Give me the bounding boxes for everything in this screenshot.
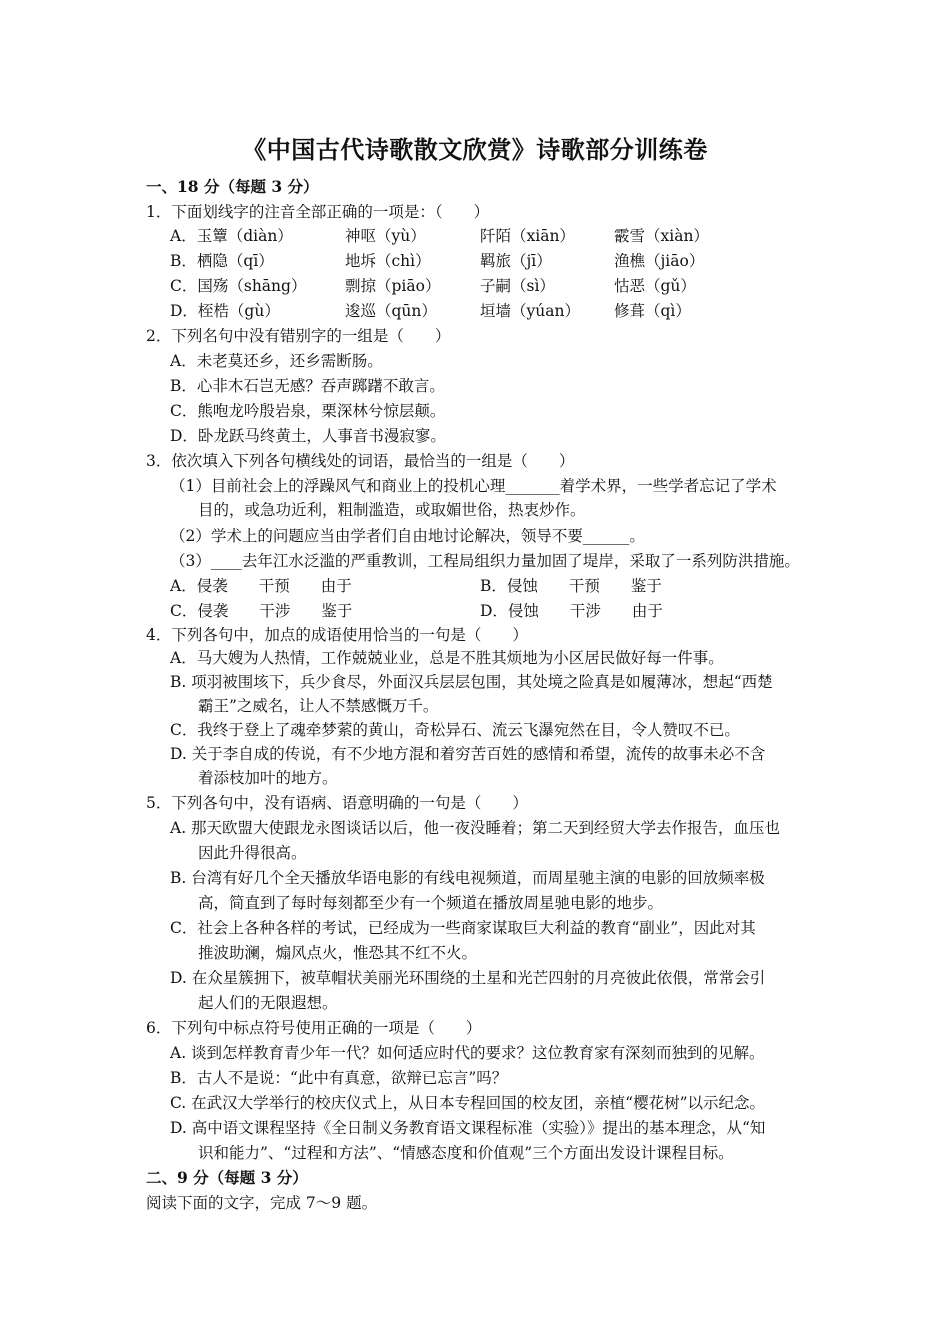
q3-sentence-1-cont: 目的，或急功近利，粗制滥造，或取媚世俗，热衷炒作。 <box>198 501 586 519</box>
q5-option-d-cont: 起人们的无限遐想。 <box>198 994 338 1012</box>
question-5-stem: 5．下列各句中，没有语病、语意明确的一句是（ ） <box>146 794 528 812</box>
q4-option-d: D. 关于李自成的传说，有不少地方混和着穷苦百姓的感情和希望，流传的故事未必不含 <box>170 745 766 763</box>
q1-option-d-word2: 逡巡（qūn） <box>345 302 437 320</box>
question-3-stem: 3．依次填入下列各句横线处的词语，最恰当的一组是（ ） <box>146 452 575 470</box>
q3-option-d: D．侵蚀 干涉 由于 <box>480 602 663 620</box>
q5-option-b-cont: 高，简直到了每时每刻都至少有一个频道在播放周星驰电影的地步。 <box>198 894 664 912</box>
q5-option-b: B. 台湾有好几个全天播放华语电影的有线电视频道，而周星驰主演的电影的回放频率极 <box>170 869 765 887</box>
q3-sentence-2: （2）学术上的问题应当由学者们自由地讨论解决，领导不要______。 <box>170 527 645 545</box>
q1-option-c-word4: 怙恶（gǔ） <box>614 277 696 295</box>
q5-option-c-cont: 推波助澜，煽风点火，惟恐其不红不火。 <box>198 944 478 962</box>
q4-option-b-cont: 霸王”之威名，让人不禁感慨万千。 <box>198 697 439 715</box>
q6-option-b: B．古人不是说：“此中有真意，欲辩已忘言”吗？ <box>170 1069 508 1087</box>
q1-option-a-word2: 神呕（yù） <box>345 227 426 245</box>
q1-option-b-word2: 地坼（chì） <box>345 252 431 270</box>
q2-option-d: D．卧龙跃马终黄土，人事音书漫寂寥。 <box>170 427 446 445</box>
q6-option-d-cont: 识和能力”、“过程和方法”、“情感态度和价值观”三个方面出发设计课程目标。 <box>198 1144 734 1162</box>
q3-option-b: B．侵蚀 干预 鉴于 <box>480 577 662 595</box>
question-4-stem: 4．下列各句中，加点的成语使用恰当的一句是（ ） <box>146 626 528 644</box>
q3-sentence-3: （3）____去年江水泛滥的严重教训，工程局组织力量加固了堤岸，采取了一系列防洪措施。 <box>170 552 800 570</box>
q6-option-a: A. 谈到怎样教育青少年一代？如何适应时代的要求？这位教育家有深刻而独到的见解。 <box>170 1044 765 1062</box>
q4-option-a: A．马大嫂为人热情，工作兢兢业业，总是不胜其烦地为小区居民做好每一件事。 <box>170 649 724 667</box>
q6-option-c: C. 在武汉大学举行的校庆仪式上，从日本专程回国的校友团，亲植“樱花树”以示纪念。 <box>170 1094 766 1112</box>
section-1-heading: 一、18 分（每题 3 分） <box>146 177 319 196</box>
q1-option-c-word1: C．国殇（shāng） <box>170 277 307 295</box>
q1-option-c-word3: 子嗣（sì） <box>480 277 555 295</box>
section-2-heading: 二、9 分（每题 3 分） <box>146 1168 308 1187</box>
question-2-stem: 2．下列名句中没有错别字的一组是（ ） <box>146 327 451 345</box>
q4-option-b: B. 项羽被围垓下，兵少食尽，外面汉兵层层包围，其处境之险真是如履薄冰，想起“西楚 <box>170 673 773 691</box>
q6-option-d: D. 高中语文课程坚持《全日制义务教育语文课程标准（实验）》提出的基本理念，从“知 <box>170 1119 766 1137</box>
q1-option-b-word4: 渔樵（jiāo） <box>614 252 705 270</box>
q1-option-d-word4: 修葺（qì） <box>614 302 691 320</box>
q1-option-d-word1: D．桎梏（gù） <box>170 302 280 320</box>
q5-option-d: D. 在众星簇拥下，被草帽状美丽光环围绕的土星和光芒四射的月亮彼此依偎，常常会引 <box>170 969 766 987</box>
q5-option-a-cont: 因此升得很高。 <box>198 844 307 862</box>
q2-option-c: C．熊咆龙吟殷岩泉，栗深林兮惊层颠。 <box>170 402 446 420</box>
q1-option-a-word3: 阡陌（xiān） <box>480 227 575 245</box>
q3-option-a: A．侵袭 干预 由于 <box>170 577 352 595</box>
q1-option-a-word1: A．玉簟（diàn） <box>170 227 293 245</box>
reading-instruction: 阅读下面的文字，完成 7～9 题。 <box>146 1194 378 1212</box>
q2-option-b: B．心非木石岂无感？吞声踯躇不敢言。 <box>170 377 445 395</box>
q1-option-d-word3: 垣墙（yúan） <box>480 302 580 320</box>
q3-option-c: C．侵袭 干涉 鉴于 <box>170 602 353 620</box>
q1-option-b-word1: B．栖隐（qī） <box>170 252 274 270</box>
q4-option-d-cont: 着添枝加叶的地方。 <box>198 769 338 787</box>
question-1-stem: 1．下面划线字的注音全部正确的一项是：（ ） <box>146 203 490 221</box>
q5-option-a: A. 那天欧盟大使跟龙永图谈话以后，他一夜没睡着；第二天到经贸大学去作报告，血压也 <box>170 819 781 837</box>
q1-option-a-word4: 霰雪（xiàn） <box>614 227 709 245</box>
q5-option-c: C．社会上各种各样的考试，已经成为一些商家谋取巨大利益的教育“副业”，因此对其 <box>170 919 756 937</box>
q2-option-a: A．未老莫还乡，还乡需断肠。 <box>170 352 383 370</box>
q3-sentence-1: （1）目前社会上的浮躁风气和商业上的投机心理_______着学术界，一些学者忘记了学术 <box>170 477 777 495</box>
q4-option-c: C．我终于登上了魂牵梦萦的黄山，奇松异石、流云飞瀑宛然在目，令人赞叹不已。 <box>170 721 740 739</box>
question-6-stem: 6．下列句中标点符号使用正确的一项是（ ） <box>146 1019 482 1037</box>
q1-option-c-word2: 剽掠（piāo） <box>345 277 441 295</box>
q1-option-b-word3: 羁旅（jī） <box>480 252 552 270</box>
page-title: 《中国古代诗歌散文欣赏》诗歌部分训练卷 <box>242 135 708 164</box>
